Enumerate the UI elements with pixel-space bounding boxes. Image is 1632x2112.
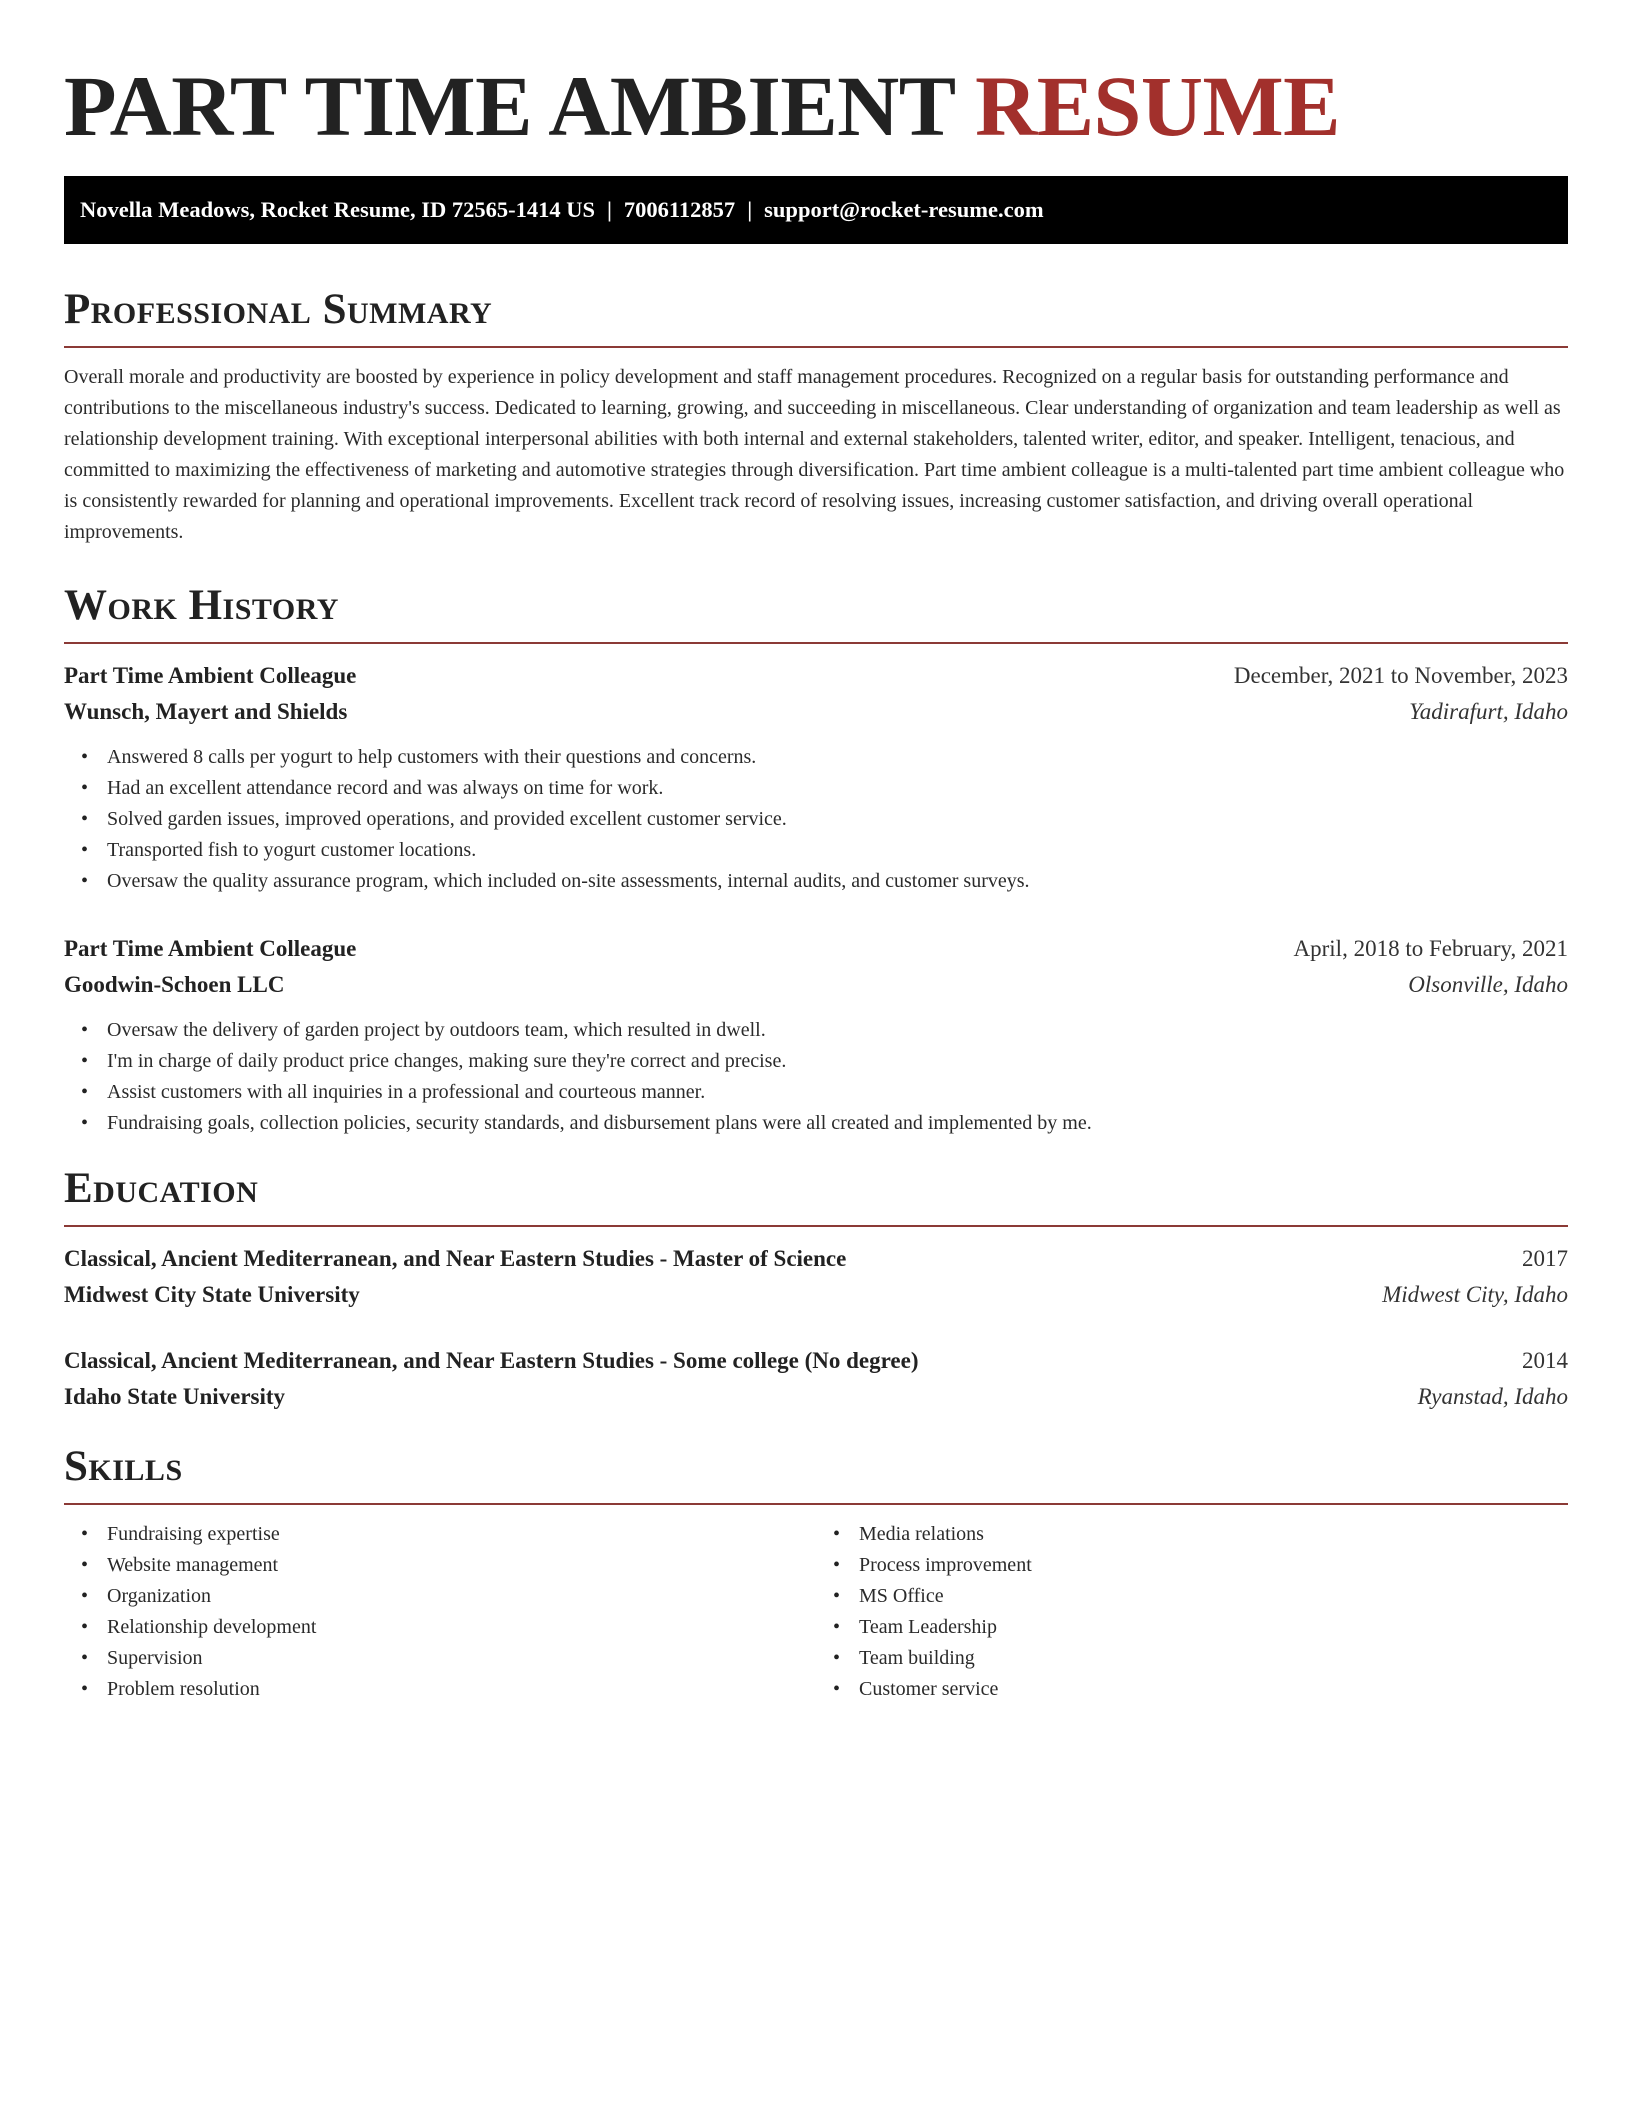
education-degree: Classical, Ancient Mediterranean, and Near Eastern Studies - Some college (No degree): [64, 1348, 919, 1373]
job-bullets: [64, 742, 1568, 897]
job-header-row: [64, 931, 1568, 967]
job-title: Part Time Ambient Colleague: [64, 936, 357, 961]
contact-bar: [64, 176, 1568, 244]
education-entry: [64, 1343, 1568, 1415]
contact-separator: |: [747, 197, 753, 222]
skill-item: • Relationship development: [107, 1612, 816, 1643]
work-section: [64, 580, 1568, 1139]
education-section: [64, 1163, 1568, 1415]
job-bullet: • Transported fish to yogurt customer locations.: [107, 835, 1568, 866]
job-title: Part Time Ambient Colleague: [64, 663, 357, 688]
skills-column-left: [64, 1519, 816, 1705]
job-header-row: [64, 658, 1568, 694]
summary-text: Overall morale and productivity are boosted by experience in policy development and staff management procedures. Recognized on a regular basis for outstanding performance and contributions to the miscellaneous industry's success. Dedicated to learning, growing, and succeeding in miscellaneous. Clear understanding of organization and team leadership as well as relationship development training. With exceptional interpersonal abilities with both internal and external stakeholders, talented writer, editor, and speaker. Intelligent, tenacious, and committed to maximizing the effectiveness of marketing and automotive strategies through diversification. Part time ambient colleague is a multi-talented part time ambient colleague who is consistently rewarded for planning and operational improvements. Excellent track record of resolving issues, increasing customer satisfaction, and driving overall operational improvements.: [64, 366, 1565, 543]
contact-separator: |: [606, 197, 612, 222]
contact-address: Novella Meadows, Rocket Resume, ID 72565-1414 US: [80, 197, 595, 222]
education-location: Midwest City, Idaho: [1382, 1282, 1568, 1307]
job-company: Goodwin-Schoen LLC: [64, 972, 285, 997]
skills-list: [64, 1519, 816, 1705]
resume-title-main: PART TIME AMBIENT: [64, 58, 955, 154]
resume-title-accent: RESUME: [975, 58, 1341, 154]
education-year: 2014: [1522, 1348, 1568, 1373]
job-dates: December, 2021 to November, 2023: [1233, 663, 1568, 688]
job-bullet: • Assist customers with all inquiries in a professional and courteous manner.: [107, 1077, 1568, 1108]
education-school-row: [64, 1379, 1568, 1415]
summary-section: [64, 284, 1568, 548]
education-heading: Education: [64, 1165, 259, 1212]
job-company-row: [64, 967, 1568, 1003]
resume-title: [64, 0, 1568, 156]
skills-section: [64, 1441, 1568, 1705]
job-bullet: • Answered 8 calls per yogurt to help customers with their questions and concerns.: [107, 742, 1568, 773]
skills-list: [816, 1519, 1568, 1705]
job-entry: [64, 658, 1568, 897]
education-header-row: [64, 1343, 1568, 1379]
skill-item: • Team building: [859, 1643, 1568, 1674]
job-company-row: [64, 694, 1568, 730]
skills-grid: [64, 1519, 1568, 1705]
skill-item: • Team Leadership: [859, 1612, 1568, 1643]
skill-item: • Problem resolution: [107, 1674, 816, 1705]
skills-heading: Skills: [64, 1443, 183, 1490]
education-year: 2017: [1522, 1246, 1568, 1271]
job-bullet: • Oversaw the quality assurance program, which included on-site assessments, internal audits, and customer surveys.: [107, 866, 1568, 897]
work-heading: Work History: [64, 582, 339, 629]
job-location: Olsonville, Idaho: [1408, 972, 1568, 997]
section-divider: [64, 1503, 1568, 1505]
summary-heading: Professional Summary: [64, 286, 493, 333]
education-school-row: [64, 1277, 1568, 1313]
job-entry: [64, 931, 1568, 1139]
job-location: Yadirafurt, Idaho: [1409, 699, 1568, 724]
job-bullet: • Oversaw the delivery of garden project by outdoors team, which resulted in dwell.: [107, 1015, 1568, 1046]
section-divider: [64, 346, 1568, 348]
skill-item: • Media relations: [859, 1519, 1568, 1550]
job-bullet: • Fundraising goals, collection policies, security standards, and disbursement plans were all created and implemented by me.: [107, 1108, 1568, 1139]
education-location: Ryanstad, Idaho: [1417, 1384, 1568, 1409]
skill-item: • MS Office: [859, 1581, 1568, 1612]
section-divider: [64, 1225, 1568, 1227]
contact-email: support@rocket-resume.com: [764, 197, 1044, 222]
education-school: Midwest City State University: [64, 1282, 360, 1307]
education-header-row: [64, 1241, 1568, 1277]
job-bullet: • Solved garden issues, improved operations, and provided excellent customer service.: [107, 804, 1568, 835]
skills-column-right: [816, 1519, 1568, 1705]
job-bullets: [64, 1015, 1568, 1139]
section-divider: [64, 642, 1568, 644]
education-school: Idaho State University: [64, 1384, 286, 1409]
job-bullet: • Had an excellent attendance record and was always on time for work.: [107, 773, 1568, 804]
education-entry: [64, 1241, 1568, 1313]
contact-phone: 7006112857: [623, 197, 736, 222]
skill-item: • Fundraising expertise: [107, 1519, 816, 1550]
job-bullet: • I'm in charge of daily product price changes, making sure they're correct and precise.: [107, 1046, 1568, 1077]
skill-item: • Organization: [107, 1581, 816, 1612]
skill-item: • Website management: [107, 1550, 816, 1581]
skill-item: • Supervision: [107, 1643, 816, 1674]
job-dates: April, 2018 to February, 2021: [1293, 936, 1568, 961]
education-degree: Classical, Ancient Mediterranean, and Near Eastern Studies - Master of Science: [64, 1246, 847, 1271]
skill-item: • Customer service: [859, 1674, 1568, 1705]
skill-item: • Process improvement: [859, 1550, 1568, 1581]
job-company: Wunsch, Mayert and Shields: [64, 699, 348, 724]
